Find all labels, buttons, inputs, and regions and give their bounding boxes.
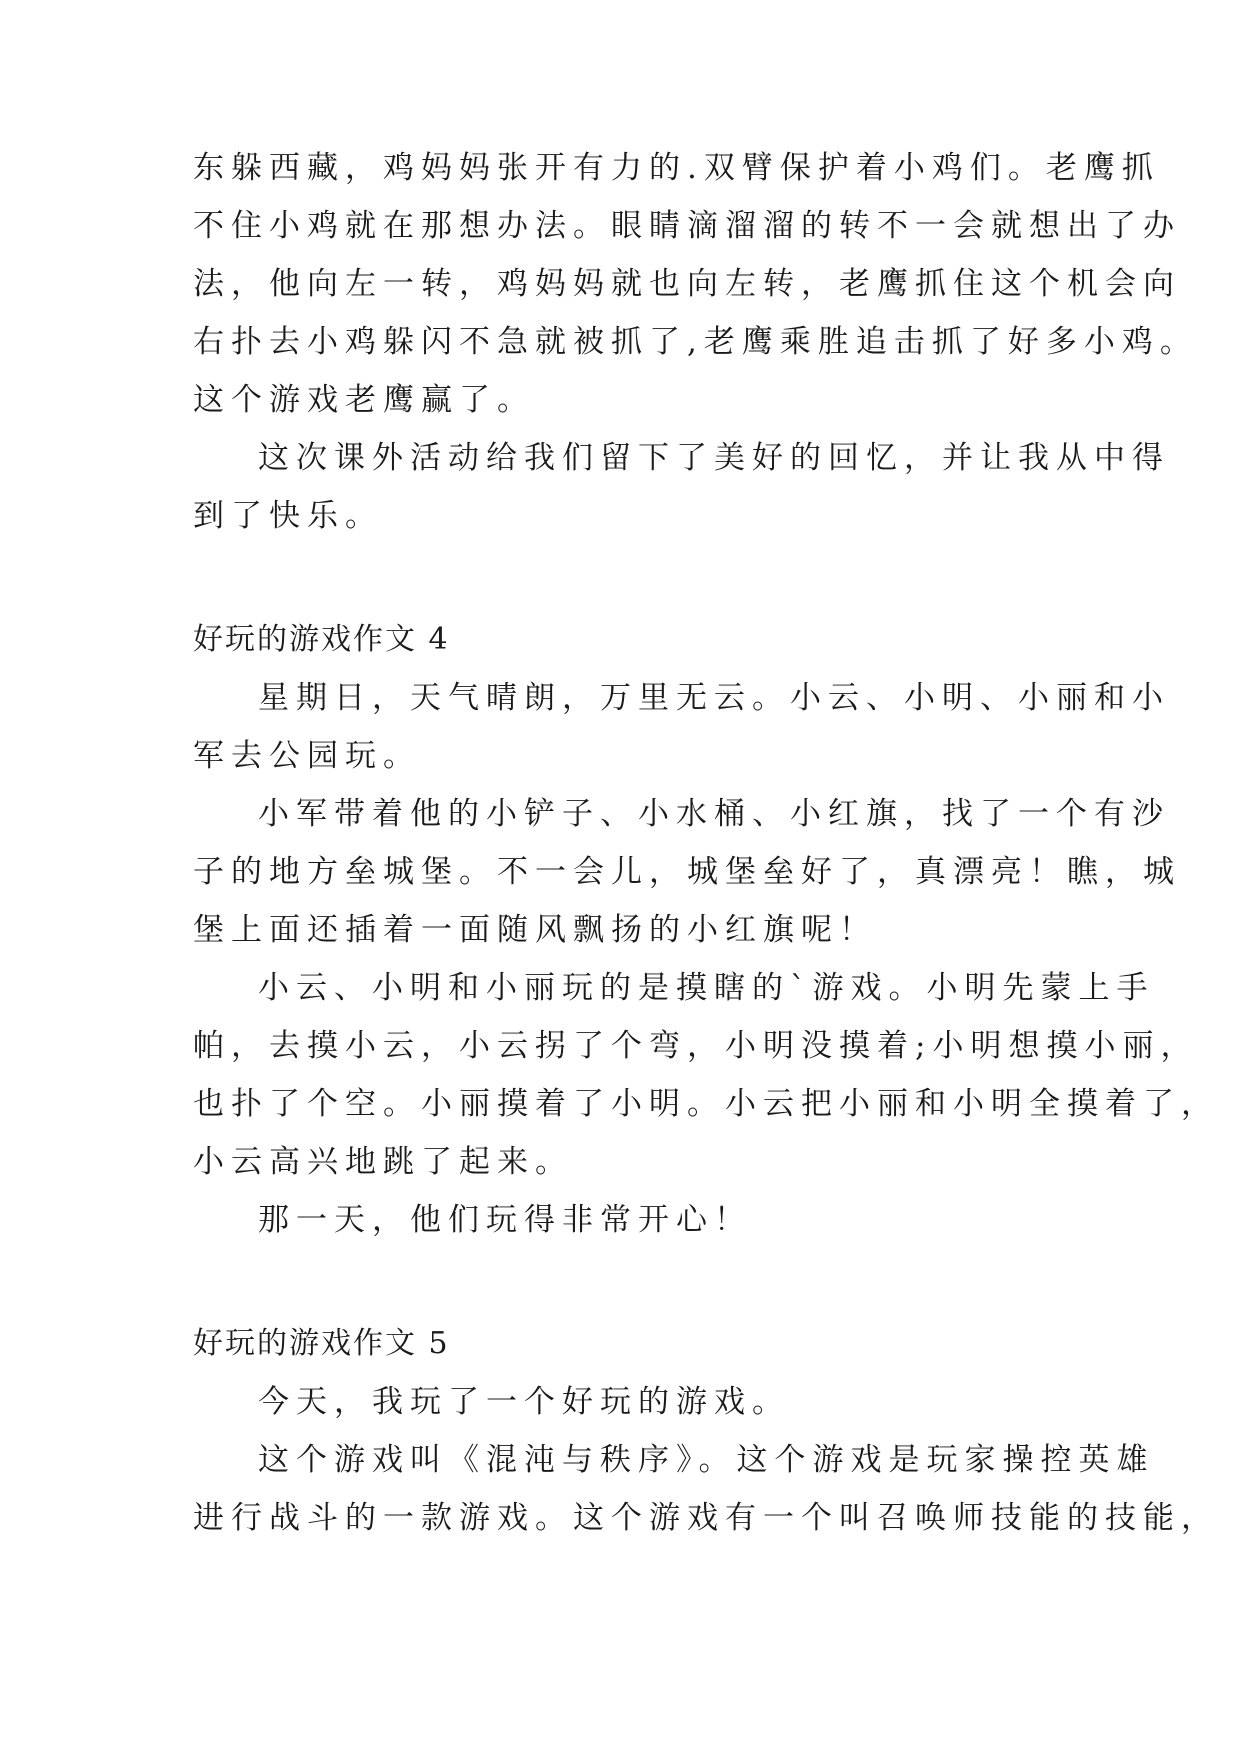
text-line: 堡上面还插着一面随风飘扬的小红旗呢！	[193, 912, 877, 948]
text-line: 子的地方垒城堡。不一会儿，城堡垒好了，真漂亮！瞧，城	[193, 854, 1181, 890]
paragraph-first-line: 这个游戏叫《混沌与秩序》。这个游戏是玩家操控英雄	[258, 1442, 1155, 1478]
section-heading: 好玩的游戏作文 4	[193, 622, 450, 657]
text-line: 这个游戏老鹰赢了。	[193, 382, 535, 418]
paragraph-first-line: 今天，我玩了一个好玩的游戏。	[258, 1384, 790, 1420]
text-line: 进行战斗的一款游戏。这个游戏有一个叫召唤师技能的技能，	[193, 1500, 1219, 1536]
paragraph-first-line: 这次课外活动给我们留下了美好的回忆，并让我从中得	[258, 440, 1170, 476]
text-line: 帕，去摸小云，小云拐了个弯，小明没摸着;小明想摸小丽，	[193, 1028, 1199, 1064]
text-line: 东躲西藏，鸡妈妈张开有力的.双臂保护着小鸡们。老鹰抓	[193, 150, 1160, 186]
text-line: 也扑了个空。小丽摸着了小明。小云把小丽和小明全摸着了，	[193, 1086, 1219, 1122]
text-line: 法，他向左一转，鸡妈妈就也向左转，老鹰抓住这个机会向	[193, 266, 1181, 302]
paragraph-first-line: 小军带着他的小铲子、小水桶、小红旗，找了一个有沙	[258, 796, 1170, 832]
text-line: 右扑去小鸡躲闪不急就被抓了,老鹰乘胜追击抓了好多小鸡。	[193, 324, 1198, 360]
text-line: 到了快乐。	[193, 498, 383, 534]
text-line: 不住小鸡就在那想办法。眼睛滴溜溜的转不一会就想出了办	[193, 208, 1181, 244]
paragraph-first-line: 星期日，天气晴朗，万里无云。小云、小明、小丽和小	[258, 680, 1170, 716]
text-line: 军去公园玩。	[193, 738, 421, 774]
paragraph-first-line: 那一天，他们玩得非常开心！	[258, 1202, 752, 1238]
text-line: 小云高兴地跳了起来。	[193, 1144, 573, 1180]
paragraph-first-line: 小云、小明和小丽玩的是摸瞎的`游戏。小明先蒙上手	[258, 970, 1155, 1006]
section-heading: 好玩的游戏作文 5	[193, 1326, 450, 1361]
